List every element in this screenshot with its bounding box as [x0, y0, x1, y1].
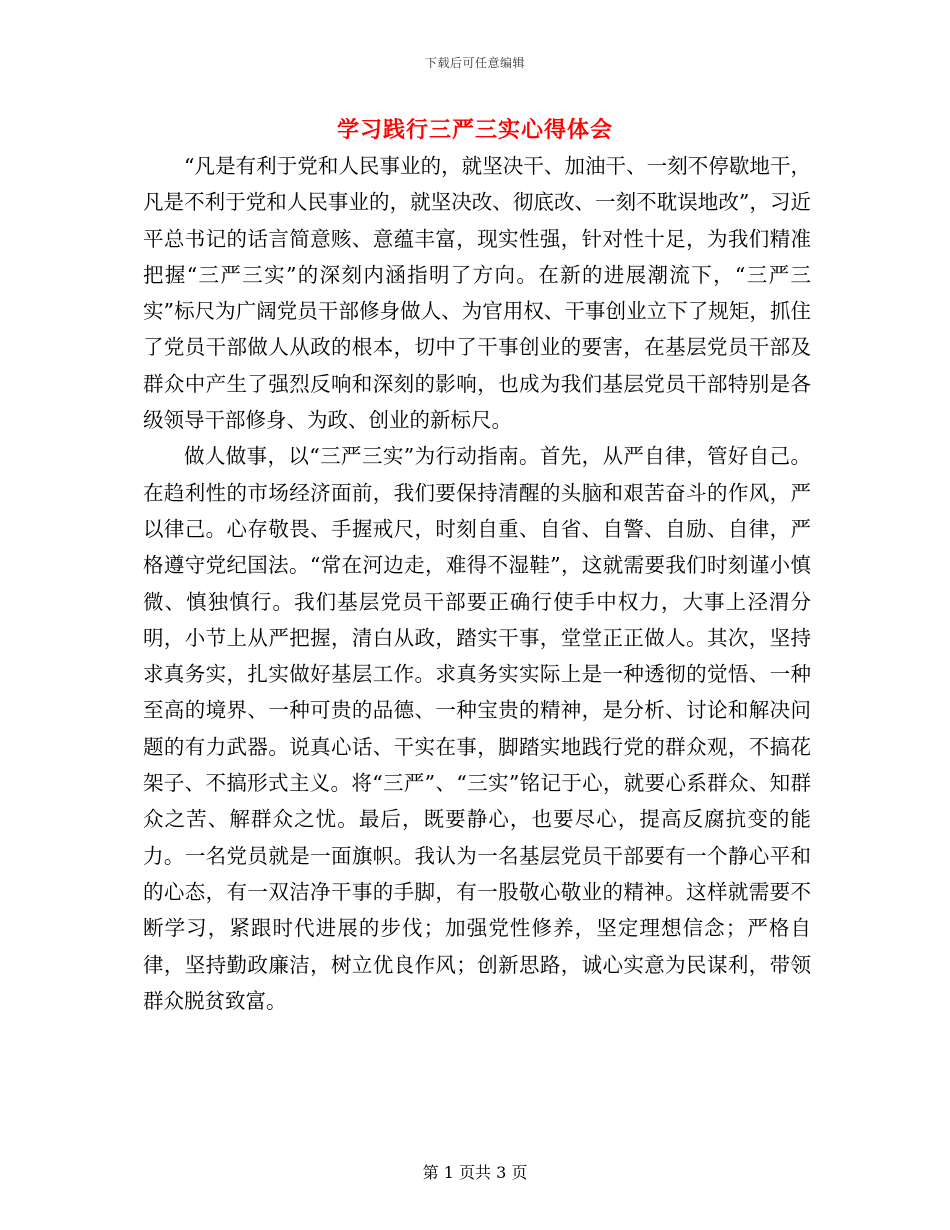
header-note: 下载后可任意编辑 [424, 56, 525, 70]
page-footer: 第 1 页共 3 页 [422, 1163, 528, 1182]
paragraph-1: “凡是有利于党和人民事业的，就坚决干、加油干、一刻不停歇地干，凡是不利于党和人民事业的，就坚决改、彻底改、一刻不耽误地改”，习近平总书记的话言简意赅、意蕴丰富，现实性强，针对性十足，为我们精准把握“三严三实”的深刻内涵指明了方向。在新的进展潮流下，“三严三实”标尺为广阔党员干部修身做人、为官用权、干事创业立下了规矩，抓住了党员干部做人从政的根本，切中了干事创业的要害，在基层党员干部及群众中产生了强烈反响和深刻的影响，也成为我们基层党员干部特别是各级领导干部修身、为政、创业的新标尺。 [143, 154, 811, 433]
document-body [143, 148, 811, 1019]
document-title: 学习践行三严三实心得体会 [336, 117, 613, 143]
paragraph-2: 做人做事，以“三严三实”为行动指南。首先，从严自律，管好自己。在趋利性的市场经济面前，我们要保持清醒的头脑和艰苦奋斗的作风，严以律己。心存敬畏、手握戒尺，时刻自重、自省、自警、自励、自律，严格遵守党纪国法。“常在河边走，难得不湿鞋”，这就需要我们时刻谨小慎微、慎独慎行。我们基层党员干部要正确行使手中权力，大事上泾渭分明，小节上从严把握，清白从政，踏实干事，堂堂正正做人。其次，坚持求真务实，扎实做好基层工作。求真务实实际上是一种透彻的觉悟、一种至高的境界、一种可贵的品德、一种宝贵的精神，是分析、讨论和解决问题的有力武器。说真心话、干实在事，脚踏实地践行党的群众观，不搞花架子、不搞形式主义。将“三严”、“三实”铭记于心，就要心系群众、知群众之苦、解群众之忧。最后，既要静心，也要尽心，提高反腐抗变的能力。一名党员就是一面旗帜。我认为一名基层党员干部要有一个静心平和的心态，有一双洁净干事的手脚，有一股敬心敬业的精神。这样就需要不断学习，紧跟时代进展的步伐；加强党性修养，坚定理想信念；严格自律，坚持勤政廉洁，树立优良作风；创新思路，诚心实意为民谋利，带领群众脱贫致富。 [143, 444, 811, 1013]
